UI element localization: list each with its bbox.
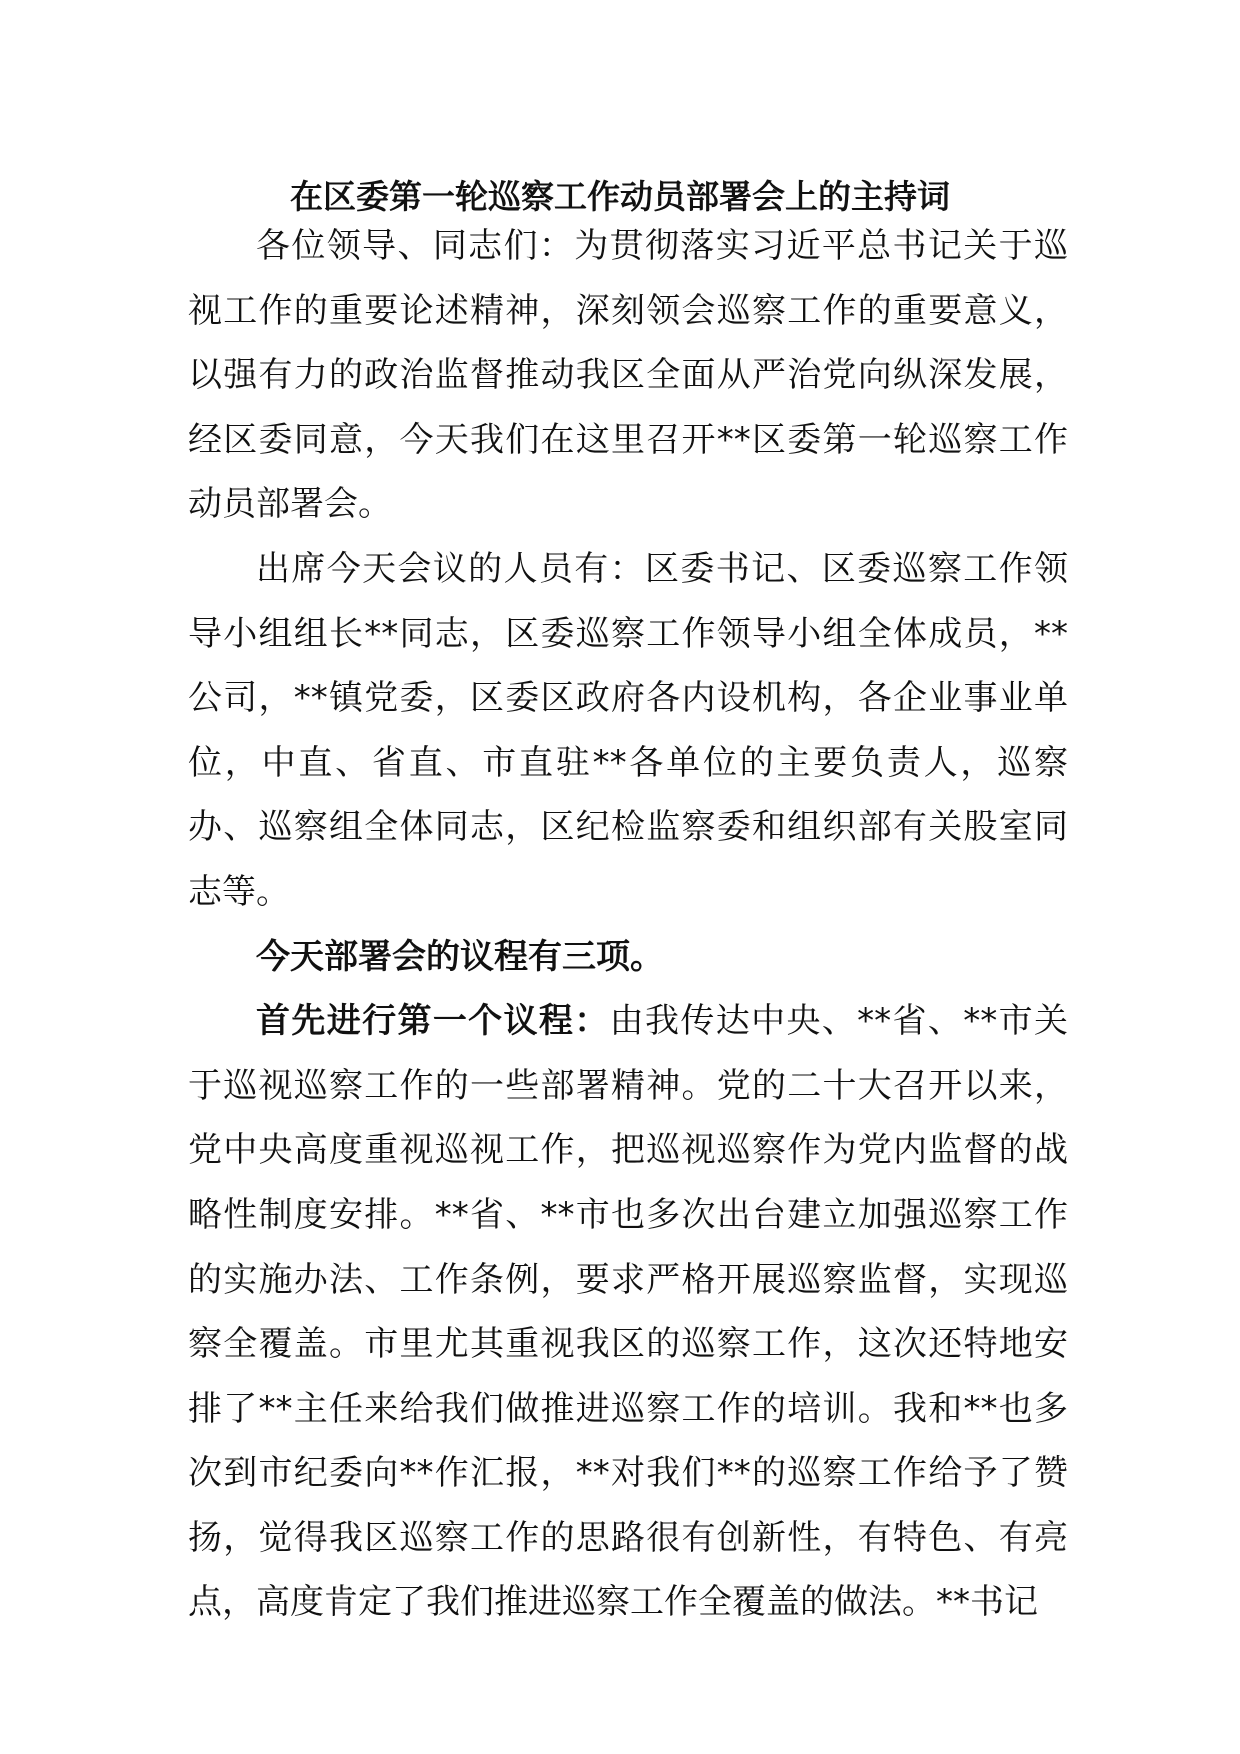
paragraph-first-agenda <box>188 989 1068 1635</box>
agenda-body: 由我传达中央、**省、**市关于巡视巡察工作的一些部署精神。党的二十大召开以来，党中央高度重视巡视工作，把巡视巡察作为党内监督的战略性制度安排。**省、**市也多次出台建立加强巡察工作的实施办法、工作条例，要求严格开展巡察监督，实现巡察全覆盖。市里尤其重视我区的巡察工作，这次还特地安排了**主任来给我们做推进巡察工作的培训。我和**也多次到市纪委向**作汇报，**对我们**的巡察工作给予了赞扬，觉得我区巡察工作的思路很有创新性，有特色、有亮点，高度肯定了我们推进巡察工作全覆盖的做法。**书记 <box>188 1001 1069 1623</box>
document-body <box>188 214 1068 1635</box>
agenda-lead: 首先进行第一个议程： <box>256 1001 610 1042</box>
paragraph-agenda-intro: 今天部署会的议程有三项。 <box>256 936 664 977</box>
paragraph-attendees: 出席今天会议的人员有：区委书记、区委巡察工作领导小组组长**同志，区委巡察工作领导小组全体成员，**公司，**镇党委，区委区政府各内设机构，各企业事业单位，中直、省直、市直驻**各单位的主要负责人，巡察办、巡察组全体同志，区纪检监察委和组织部有关股室同志等。 <box>188 548 1068 912</box>
document-title: 在区委第一轮巡察工作动员部署会上的主持词 <box>290 177 950 216</box>
paragraph-opening: 各位领导、同志们：为贯彻落实习近平总书记关于巡视工作的重要论述精神，深刻领会巡察工作的重要意义，以强有力的政治监督推动我区全面从严治党向纵深发展，经区委同意，今天我们在这里召开**区委第一轮巡察工作动员部署会。 <box>188 226 1068 525</box>
